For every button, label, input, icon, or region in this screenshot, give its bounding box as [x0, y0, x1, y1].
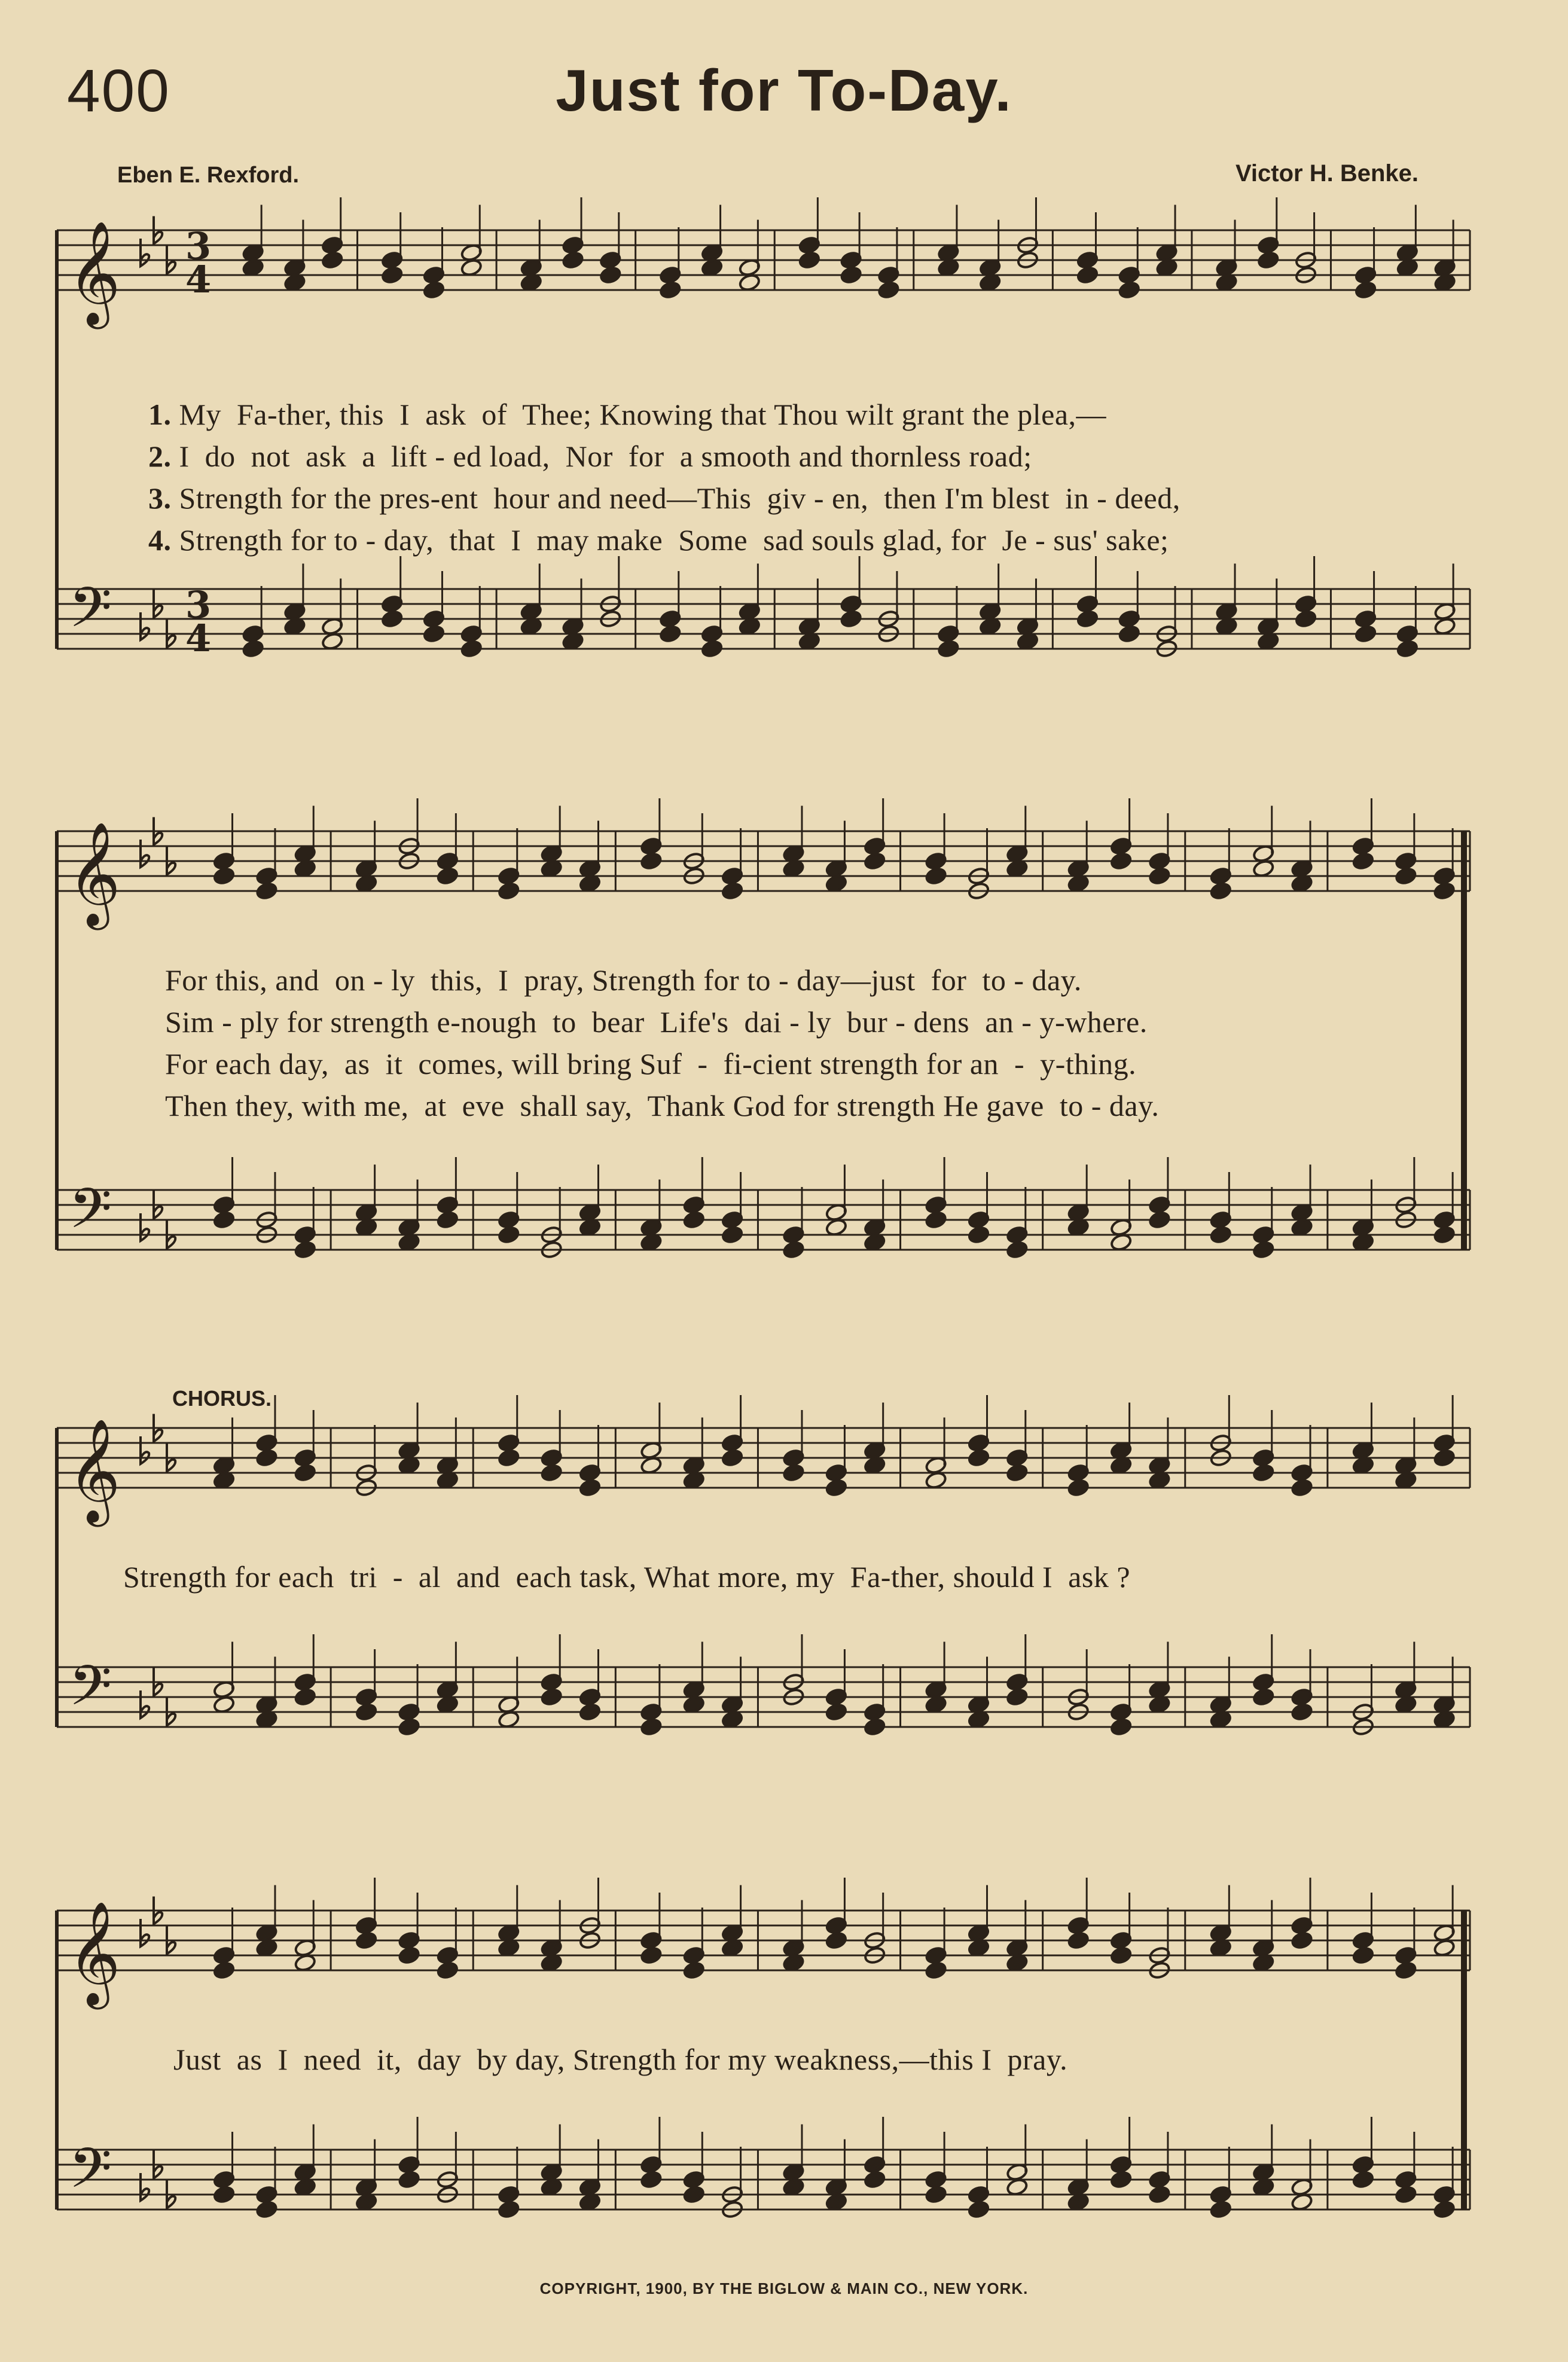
- author-credit: Eben E. Rexford.: [117, 163, 300, 188]
- note-head: [294, 1463, 316, 1482]
- note-head: [1006, 1240, 1029, 1259]
- note-head: [1006, 1463, 1029, 1482]
- note-head: [925, 2185, 947, 2204]
- treble-clef: 𝄞: [68, 1901, 121, 2005]
- time-signature-top: 3: [185, 583, 212, 627]
- note-head: [1148, 866, 1171, 886]
- note-head: [1395, 866, 1417, 886]
- treble-clef: 𝄞: [68, 221, 121, 325]
- note-head: [398, 1946, 420, 1965]
- treble-clef: 𝄞: [68, 1418, 121, 1522]
- note-head: [1395, 2185, 1417, 2204]
- time-signature-bottom: 4: [185, 617, 212, 660]
- note-head: [825, 1478, 848, 1497]
- note-head: [213, 1961, 236, 1980]
- note-head: [1433, 1448, 1456, 1467]
- note-head: [825, 1931, 848, 1950]
- note-head: [640, 1946, 663, 1965]
- verse-1-line-2: For this, and on - ly this, I pray, Strength for to - day—just for to - day.: [165, 963, 1082, 997]
- note-head: [1252, 1687, 1275, 1707]
- note-head: [1210, 2200, 1233, 2219]
- note-head: [540, 1463, 563, 1482]
- note-head: [498, 881, 520, 901]
- note-head: [1110, 1946, 1133, 1965]
- hymn-number: 400: [67, 57, 170, 124]
- note-head: [721, 1225, 744, 1244]
- note-head: [381, 609, 404, 628]
- note-head: [968, 1225, 990, 1244]
- note-head: [498, 1225, 520, 1244]
- note-head: [840, 609, 862, 628]
- note-head: [721, 1448, 744, 1467]
- note-head: [1148, 2185, 1171, 2204]
- note-head: [659, 280, 682, 300]
- note-head: [398, 1717, 420, 1737]
- note-head: [255, 1448, 278, 1467]
- note-head: [1291, 1478, 1313, 1497]
- time-signature-bottom: 4: [185, 258, 212, 301]
- bass-clef: 𝄢: [69, 576, 112, 654]
- note-head: [1295, 609, 1317, 628]
- note-head: [968, 2200, 990, 2219]
- note-head: [1352, 2170, 1375, 2189]
- note-head: [877, 280, 900, 300]
- note-head: [242, 639, 264, 658]
- note-head: [579, 1478, 602, 1497]
- note-head: [423, 624, 446, 643]
- note-head: [599, 266, 622, 285]
- note-head: [1118, 624, 1140, 643]
- verse-1-line-1: 1. My Fa-ther, this I ask of Thee; Knowing that Thou wilt grant the plea,—: [148, 398, 1107, 431]
- note-head: [1110, 852, 1133, 871]
- flat-sign: [141, 612, 149, 640]
- note-head: [1433, 1225, 1456, 1244]
- flat-sign: [141, 1213, 149, 1241]
- verse-4-line-2: Then they, with me, at eve shall say, Thank God for strength He gave to - day.: [165, 1089, 1160, 1122]
- verse-3-line-2: For each day, as it comes, will bring Suf - fi-cient strength for an - y-thing.: [165, 1047, 1137, 1081]
- composer-credit: Victor H. Benke.: [1235, 160, 1418, 187]
- chorus-line-1: Strength for each tri - al and each task, What more, my Fa-ther, should I ask ?: [123, 1560, 1131, 1594]
- note-head: [213, 866, 236, 886]
- time-signature-top: 3: [185, 224, 212, 268]
- note-head: [540, 1687, 563, 1707]
- note-head: [659, 624, 682, 643]
- note-head: [1252, 1463, 1275, 1482]
- note-head: [840, 266, 862, 285]
- verse-2-line-2: Sim - ply for strength e-nough to bear Life's dai - ly bur - dens an - y-where.: [165, 1005, 1148, 1039]
- note-head: [937, 639, 960, 658]
- note-head: [381, 266, 404, 285]
- note-head: [1355, 280, 1377, 300]
- verse-2-line-1: 2. I do not ask a lift - ed load, Nor for a smooth and thornless road;: [148, 440, 1032, 473]
- chorus-line-2: Just as I need it, day by day, Strength for my weakness,—this I pray.: [173, 2043, 1068, 2076]
- note-head: [355, 1702, 378, 1722]
- note-head: [825, 1702, 848, 1722]
- note-head: [701, 639, 724, 658]
- note-head: [864, 852, 886, 871]
- note-head: [498, 2200, 520, 2219]
- flat-sign: [141, 840, 149, 867]
- bass-clef: 𝄢: [69, 2137, 112, 2214]
- note-head: [925, 1961, 947, 1980]
- note-head: [782, 1463, 805, 1482]
- note-head: [1210, 881, 1233, 901]
- note-head: [437, 866, 459, 886]
- verse-3-line-1: 3. Strength for the pres-ent hour and need—This giv - en, then I'm blest in - deed,: [148, 481, 1180, 515]
- note-head: [1067, 1478, 1090, 1497]
- bass-clef: 𝄢: [69, 1177, 112, 1255]
- note-head: [498, 1448, 520, 1467]
- note-head: [682, 1961, 705, 1980]
- note-head: [682, 1210, 705, 1229]
- chorus-label: CHORUS.: [172, 1386, 272, 1411]
- note-head: [682, 2185, 705, 2204]
- flat-sign: [141, 1690, 149, 1718]
- note-head: [1067, 1931, 1090, 1950]
- note-head: [1396, 639, 1419, 658]
- note-head: [798, 251, 821, 270]
- note-head: [640, 852, 663, 871]
- flat-sign: [141, 2173, 149, 2201]
- note-head: [968, 1448, 990, 1467]
- note-head: [721, 881, 744, 901]
- hymn-title: Just for To-Day.: [556, 57, 1012, 123]
- note-head: [1257, 251, 1280, 270]
- note-head: [1352, 1946, 1375, 1965]
- note-head: [1076, 609, 1099, 628]
- note-head: [925, 866, 947, 886]
- note-head: [1210, 1225, 1233, 1244]
- note-head: [1076, 266, 1099, 285]
- note-head: [294, 1687, 316, 1707]
- note-head: [1118, 280, 1140, 300]
- note-head: [925, 1210, 947, 1229]
- bass-clef: 𝄢: [69, 1654, 112, 1732]
- note-head: [640, 1717, 663, 1737]
- note-head: [562, 251, 584, 270]
- note-head: [1148, 1210, 1171, 1229]
- note-head: [255, 881, 278, 901]
- note-head: [1433, 2200, 1456, 2219]
- note-head: [1291, 1702, 1313, 1722]
- note-head: [1395, 1961, 1417, 1980]
- note-head: [782, 1240, 805, 1259]
- note-head: [1433, 881, 1456, 901]
- note-head: [640, 2170, 663, 2189]
- note-head: [398, 2170, 420, 2189]
- note-head: [1352, 852, 1375, 871]
- note-head: [423, 280, 446, 300]
- note-head: [864, 2170, 886, 2189]
- treble-clef: 𝄞: [68, 822, 121, 926]
- note-head: [1110, 2170, 1133, 2189]
- note-head: [1291, 1931, 1313, 1950]
- note-head: [437, 1210, 459, 1229]
- flat-sign: [141, 1919, 149, 1946]
- note-head: [321, 251, 344, 270]
- note-head: [579, 1702, 602, 1722]
- copyright-notice: COPYRIGHT, 1900, BY THE BIGLOW & MAIN CO., NEW YORK.: [539, 2279, 1029, 2297]
- note-head: [355, 1931, 378, 1950]
- note-head: [864, 1717, 886, 1737]
- note-head: [213, 2185, 236, 2204]
- flat-sign: [141, 1436, 149, 1464]
- note-head: [213, 1210, 236, 1229]
- note-head: [1006, 1687, 1029, 1707]
- note-head: [255, 2200, 278, 2219]
- note-head: [294, 1240, 316, 1259]
- verse-4-line-1: 4. Strength for to - day, that I may make Some sad souls glad, for Je - sus' sake;: [148, 523, 1169, 557]
- flat-sign: [141, 239, 149, 266]
- note-head: [460, 639, 483, 658]
- note-head: [1110, 1717, 1133, 1737]
- note-head: [437, 1961, 459, 1980]
- note-head: [1355, 624, 1377, 643]
- note-head: [1252, 1240, 1275, 1259]
